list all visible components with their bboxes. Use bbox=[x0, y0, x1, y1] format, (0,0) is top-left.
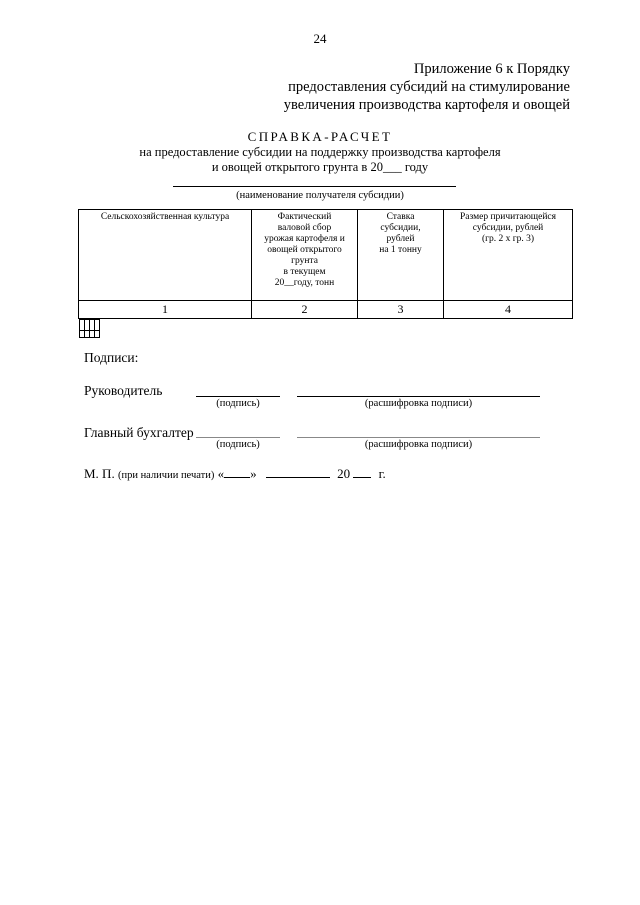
header-subsidy-amount: Размер причитающейся субсидии, рублей (гр. 2 х гр. 3) bbox=[444, 210, 573, 301]
appendix-header bbox=[284, 60, 570, 114]
subsidy-amount-cell[interactable] bbox=[94, 320, 99, 338]
column-number: 1 bbox=[79, 301, 252, 319]
header-gross-harvest: Фактический валовой сбор урожая картофеля и овощей открытого грунта в текущем 20__году, тонн bbox=[252, 210, 358, 301]
stamp-note: (при наличии печати) bbox=[117, 470, 215, 481]
year-suffix: г. bbox=[378, 466, 386, 481]
column-number: 4 bbox=[444, 301, 573, 319]
subtitle-line-1: на предоставление субсидии на поддержку производства картофеля bbox=[139, 145, 501, 159]
year-prefix: 20 bbox=[337, 466, 351, 481]
appendix-line-1: Приложение 6 к Порядку bbox=[413, 61, 570, 77]
accountant-role-label: Главный бухгалтер bbox=[84, 425, 194, 440]
column-number: 3 bbox=[358, 301, 444, 319]
document-title: СПРАВКА-РАСЧЕТ bbox=[247, 129, 393, 144]
recipient-name-field[interactable] bbox=[173, 186, 456, 187]
signatures-label: Подписи: bbox=[84, 350, 139, 365]
data-entry-row bbox=[79, 319, 100, 331]
close-quote: » bbox=[250, 466, 257, 481]
recipient-caption: (наименование получателя субсидии) bbox=[236, 190, 404, 201]
page-number: 24 bbox=[313, 31, 327, 46]
subtitle-line-2: и овощей открытого грунта в 20___ году bbox=[211, 160, 429, 174]
appendix-line-2: предоставления субсидий на стимулирование bbox=[288, 79, 570, 95]
accountant-signature-field[interactable] bbox=[196, 437, 280, 438]
day-field[interactable] bbox=[224, 466, 250, 478]
table-header-row bbox=[79, 210, 573, 301]
header-subsidy-rate: Ставка субсидии, рублей на 1 тонну bbox=[358, 210, 444, 301]
open-quote: « bbox=[217, 466, 225, 481]
accountant-decoding-field[interactable] bbox=[297, 437, 540, 438]
month-field[interactable] bbox=[266, 466, 330, 478]
header-crop: Сельскохозяйственная культура bbox=[79, 210, 252, 301]
document-subtitle bbox=[0, 145, 640, 175]
stamp-date-row bbox=[84, 466, 386, 482]
year-field[interactable] bbox=[353, 466, 371, 478]
accountant-signature-caption: (подпись) bbox=[216, 439, 260, 450]
column-number-row bbox=[79, 301, 573, 319]
head-decoding-field[interactable] bbox=[297, 396, 540, 397]
accountant-decoding-caption: (расшифровка подписи) bbox=[364, 439, 473, 450]
appendix-line-3: увеличения производства картофеля и овощей bbox=[283, 97, 570, 113]
column-number: 2 bbox=[252, 301, 358, 319]
head-signature-field[interactable] bbox=[196, 396, 280, 397]
stamp-mp-label: М. П. bbox=[84, 466, 115, 481]
head-signature-caption: (подпись) bbox=[216, 398, 260, 409]
calculation-table bbox=[78, 209, 573, 335]
head-role-label: Руководитель bbox=[84, 383, 163, 398]
head-decoding-caption: (расшифровка подписи) bbox=[364, 398, 473, 409]
